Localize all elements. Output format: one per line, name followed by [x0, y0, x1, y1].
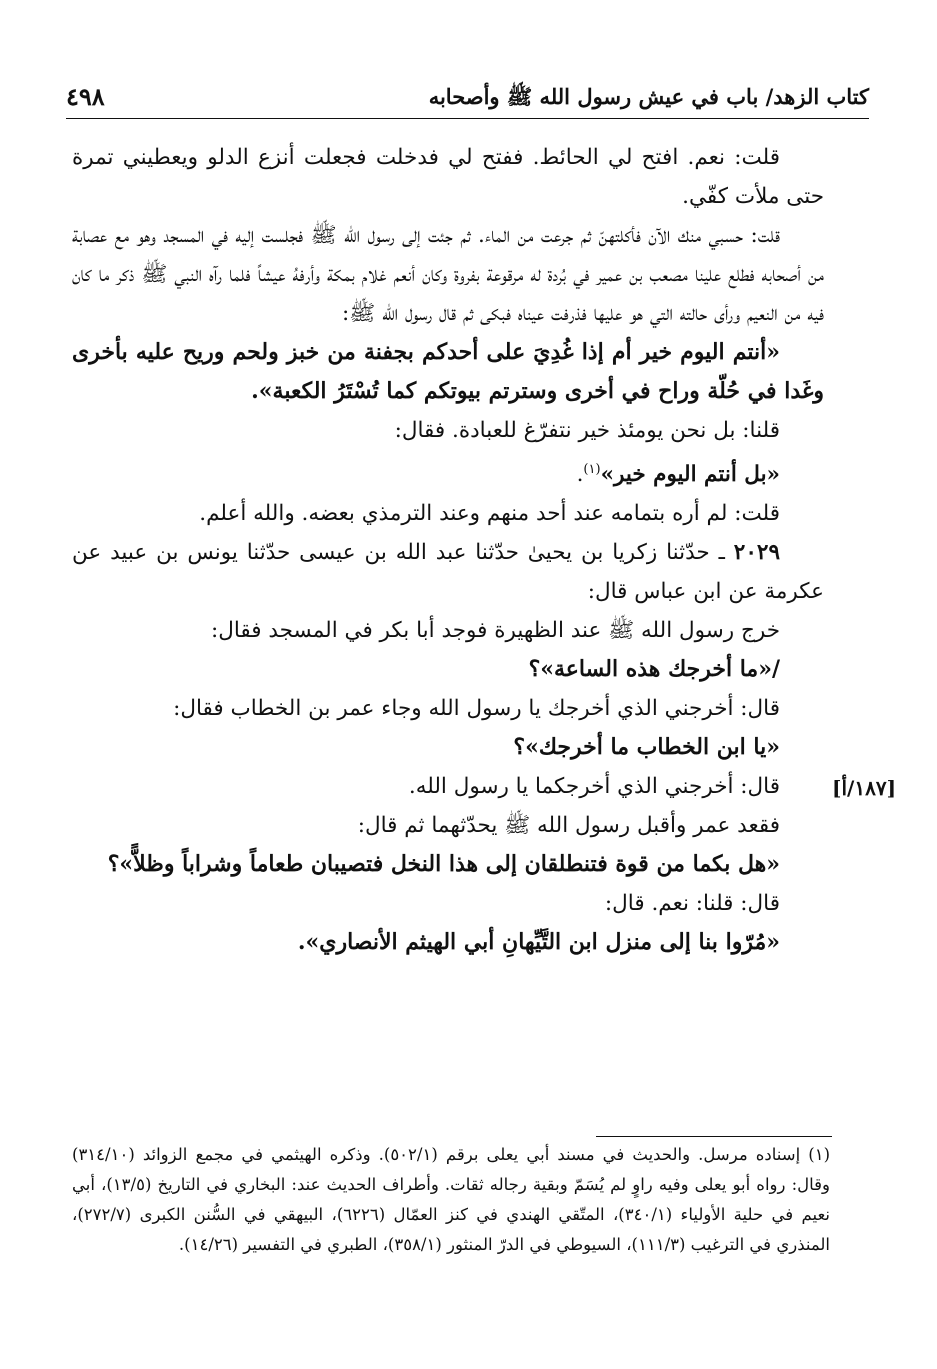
prophet-quote-6: «مُرّوا بنا إلى منزل ابن التَّيِّهانِ أبي الهيثم الأنصاري».	[297, 929, 780, 956]
hadith-number: ٢٠٢٩	[733, 540, 780, 566]
hadith-2029	[72, 533, 824, 611]
running-title: كتاب الزهد/ باب في عيش رسول الله ﷺ وأصحابه	[428, 84, 869, 109]
page-number: ٤٩٨	[66, 82, 105, 111]
paragraph-7: قال: أخرجني الذي أخرجك يا رسول الله وجاء عمر بن الخطاب فقال:	[173, 696, 780, 722]
footnotes	[72, 1140, 830, 1260]
paragraph-3: قلنا: بل نحن يومئذ خير نتفرّغ للعبادة. فقال:	[394, 418, 780, 443]
page-header	[66, 78, 869, 119]
prophet-quote-2: «بل أنتم اليوم خير»	[600, 462, 780, 488]
prophet-quote-4: «يا ابن الخطاب ما أخرجك»؟	[513, 734, 780, 761]
paragraph-6: خرج رسول الله ﷺ عند الظهيرة فوجد أبا بكر في المسجد فقال:	[210, 618, 780, 644]
main-text	[72, 138, 824, 962]
footnote-divider	[596, 1136, 832, 1137]
manuscript-folio-marker: [١٨٧/أ]	[832, 776, 897, 800]
paragraph-1: قلت: نعم. افتح لي الحائط. ففتح لي فدخلت فجعلت أنزع الدلو ويعطيني تمرة حتى ملأت كفّي.	[72, 145, 824, 209]
quote-2-end: .	[576, 462, 584, 488]
hadith-isnad: ـ حدّثنا زكريا بن يحيىٰ حدّثنا عبد الله بن عيسى حدّثنا يونس بن عبيد عن عكرمة عن ابن عباس قال:	[72, 540, 824, 605]
prophet-quote-1: «أنتم اليوم خير أم إذا غُدِيَ على أحدكم بجفنة من خبز ولحم وريح عليه بأخرى وغَدا في حُلّة وراح في أخرى وسترتم بيوتكم كما تُسْتَرُ الكعبة».	[72, 339, 824, 404]
paragraph-10: قال: قلنا: نعم. قال:	[604, 891, 780, 917]
paragraph-2: قلت: حسبي منك الآن فأكلتهنّ ثم جرعت من الماء. ثم جئت إلى رسول الله ﷺ فجلست إليه في المسجد وهو مع عصابة من أصحابه فطلع علينا مصعب بن عمير في بُردة له مرقوعة بفروة وكان أنعم غلام بمكة وأرفهُ عيشاً فلما رآه النبي ﷺ ذكر ما كان فيه من النعيم ورأى حالته التي هو عليها فذرفت عيناه فبكى ثم قال رسول الله ﷺ:	[72, 223, 824, 326]
paragraph-8: قال: أخرجني الذي أخرجكما يا رسول الله.	[408, 774, 780, 800]
footnote-marker: (١)	[583, 462, 601, 477]
paragraph-9: فقعد عمر وأقبل رسول الله ﷺ يحدّثهما ثم قال:	[357, 813, 780, 839]
prophet-quote-5: «هل بكما من قوة فتنطلقان إلى هذا النخل فتصيبان طعاماً وشراباً وظلاًّ»؟	[107, 851, 780, 878]
prophet-quote-2-line	[72, 450, 824, 494]
prophet-quote-3: /«ما أخرجك هذه الساعة»؟	[528, 656, 780, 683]
paragraph-4: قلت: لم أره بتمامه عند أحد منهم وعند الترمذي بعضه. والله أعلم.	[199, 501, 780, 527]
footnote-1: (١) إسناده مرسل. والحديث في مسند أبي يعلى برقم (٥٠٢/١). وذكره الهيثمي في مجمع الزوائد (٣١٤/١٠) وقال: رواه أبو يعلى وفيه راوٍ لم يُسَمّ وبقية رجاله ثقات. وأطراف الحديث عند: البخاري في التاريخ (١٣/٥)، أبي نعيم في حلية الأولياء (٣٤٠/١)، المتّقي الهندي في كنز العمّال (٦٢٢٦)، البيهقي في السُّنن الكبرى (٢٧٢/٧)، المنذري في الترغيب (١١١/٣)، السيوطي في الدرّ المنثور (٣٥٨/١)، الطبري في التفسير (١٤/٢٦).	[72, 1145, 831, 1254]
